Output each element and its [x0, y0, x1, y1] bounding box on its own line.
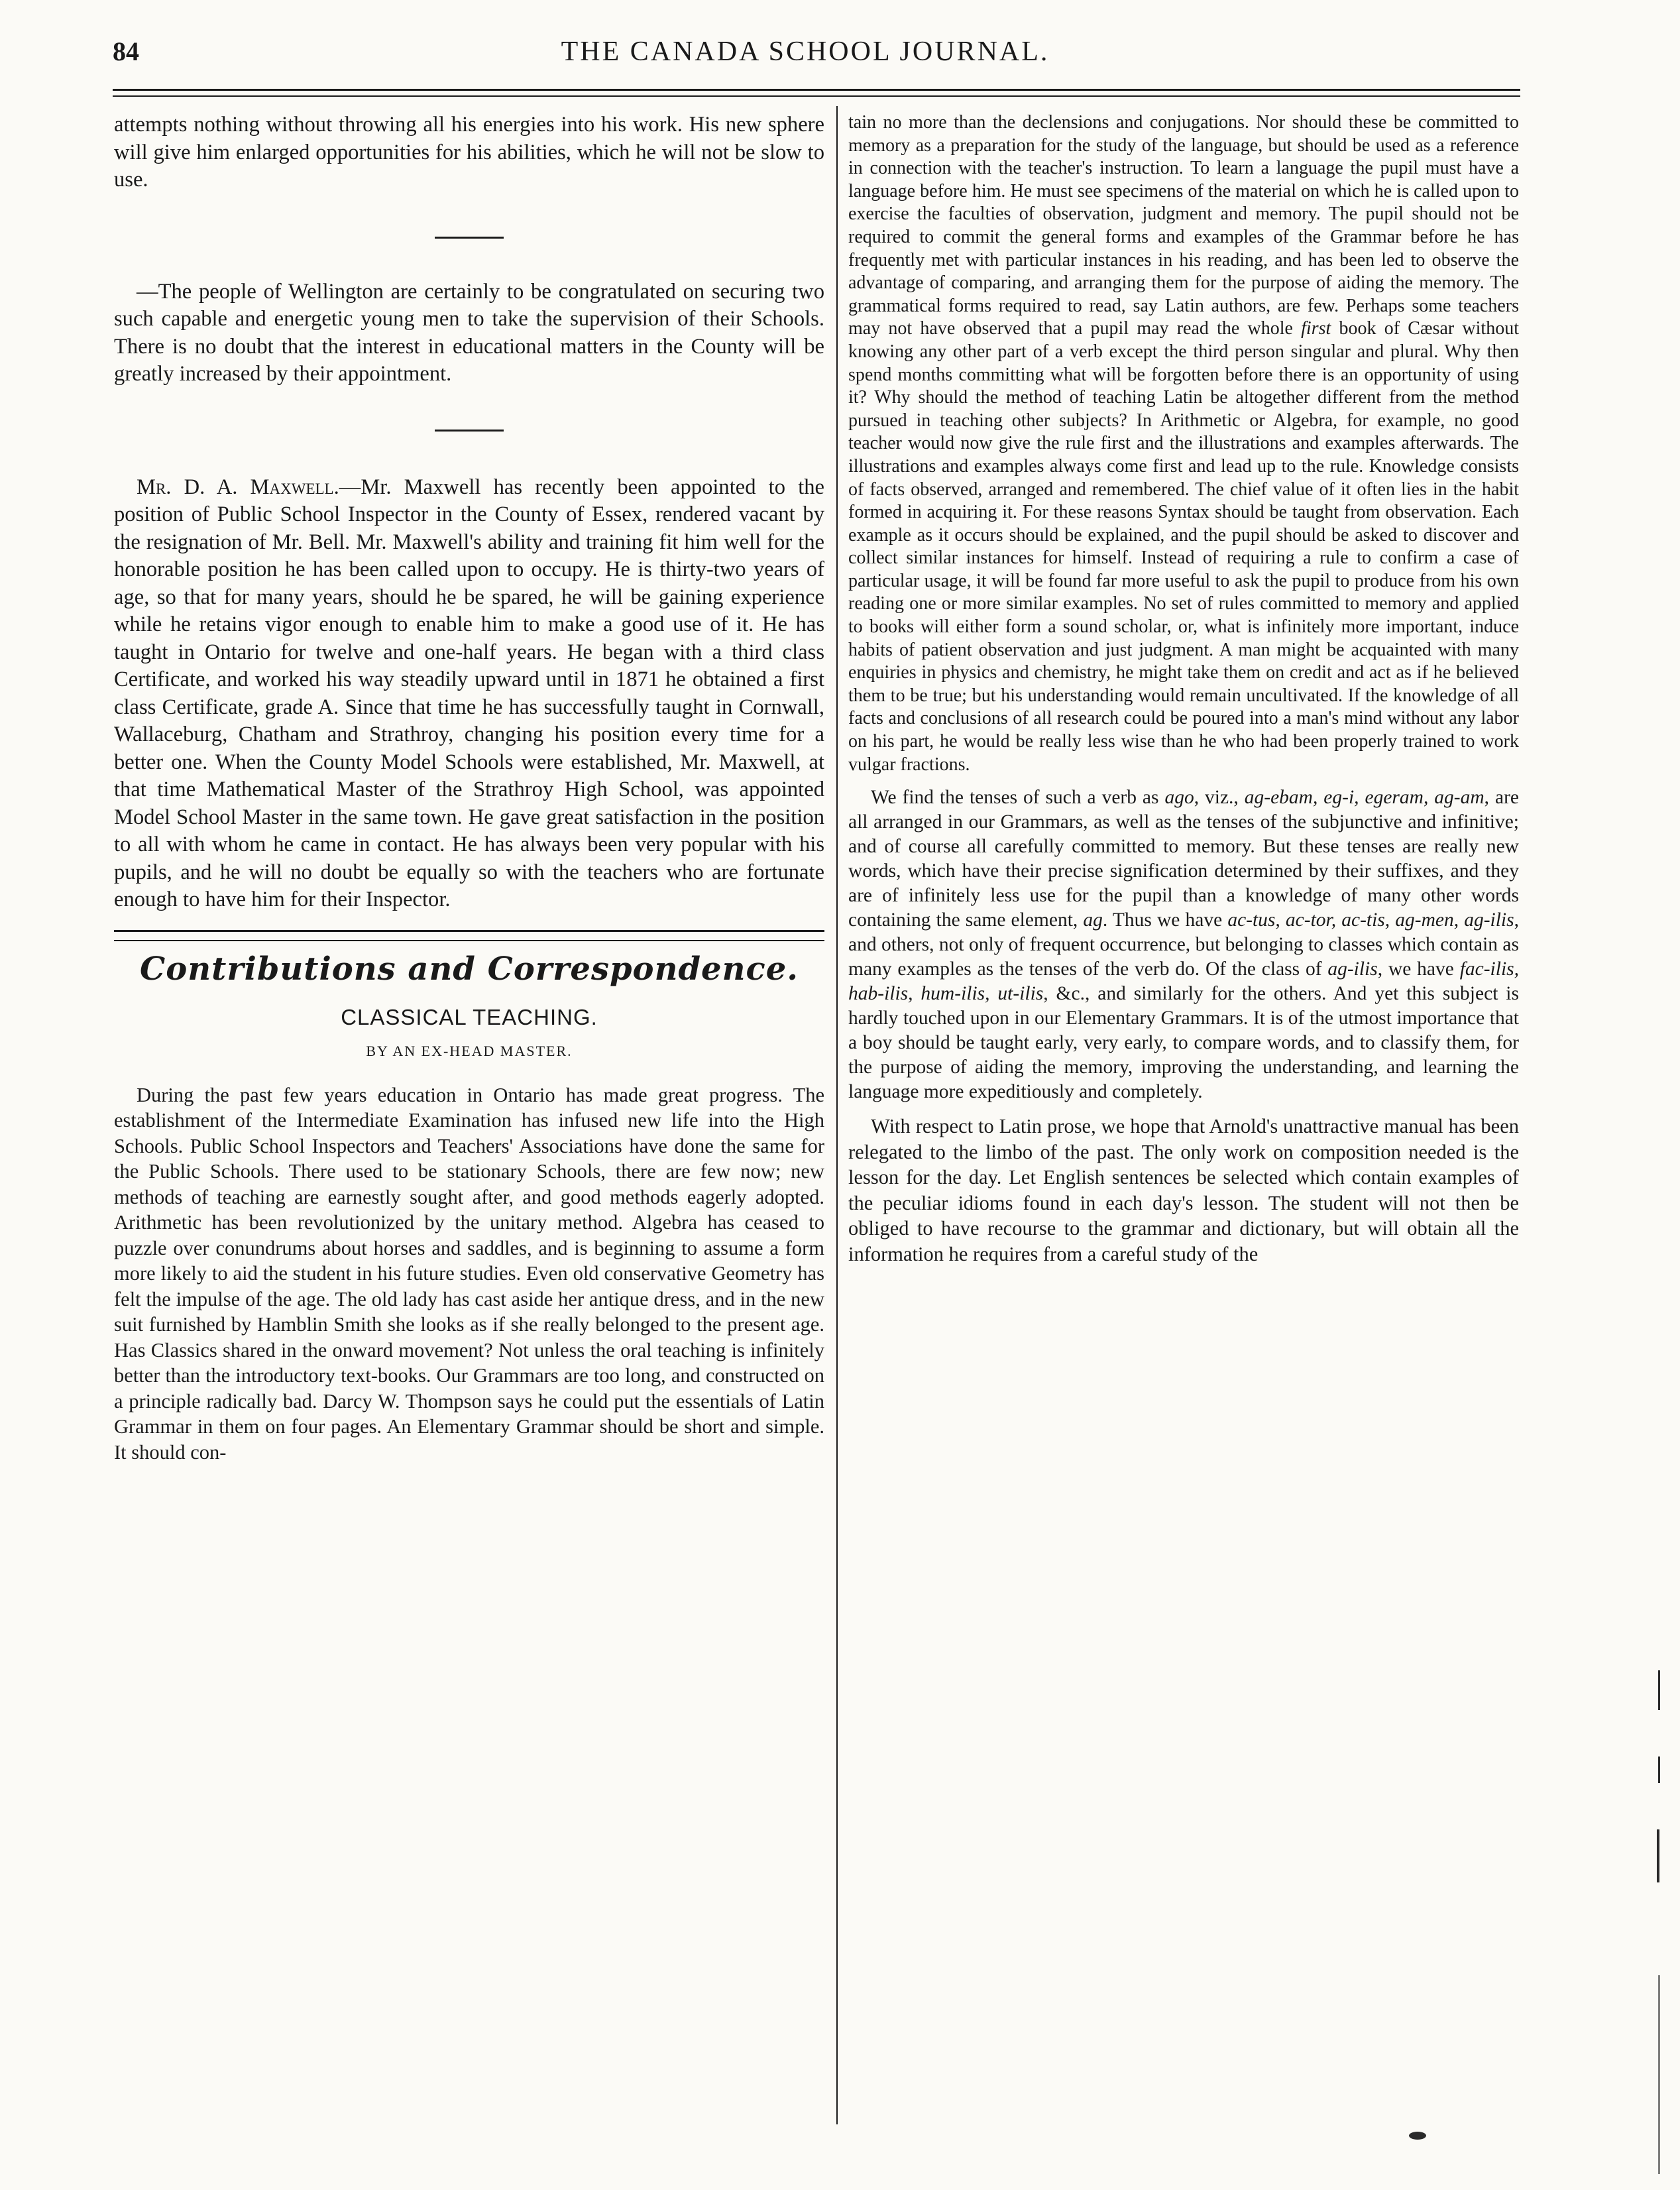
text-run: We find the tenses of such a verb as [871, 787, 1165, 809]
latin-forms: ag-ebam, eg-i, egeram, ag-am [1244, 787, 1484, 809]
margin-mark [1658, 1975, 1660, 2174]
page-number: 84 [113, 36, 139, 66]
latin-word: ago [1164, 787, 1194, 809]
left-column [114, 111, 824, 2140]
text-run: , &c., and similarly for the others. And yet this subject is hardly touched upon in our Elementary Grammars. It is of the utmost importance that a boy should be taught early, very early, to compare words, and to classify them, for the purpose of aiding the memory, improving the understanding, and learning the language more expeditiously and completely. [848, 983, 1519, 1103]
ink-blot [1409, 2132, 1426, 2140]
section-double-rule [114, 930, 824, 941]
header-rule-bottom [113, 95, 1520, 97]
italic-word: first [1301, 318, 1331, 339]
margin-mark [1657, 1829, 1659, 1882]
wellington-paragraph: —The people of Wellington are certainly to be congratulated on securing two such capable and energetic young men to take the supervision of their Schools. There is no doubt that the interest in educational matters in the County will be greatly increased by their appointment. [114, 279, 824, 386]
margin-mark [1658, 1670, 1660, 1710]
article-paragraph-continued [848, 111, 1519, 776]
text-run: , and others, not only of frequent occurrence, but belonging to classes which contain as many examples as the tenses of the verb do. Of the class of [848, 909, 1519, 980]
article-paragraph: During the past few years education in Ontario has made great progress. The establishment of the Intermediate Examination has infused new life into the High Schools. Public School Inspectors and Teachers' Associations have done the same for the Public Schools. There used to be stationary Schools, there are few now; new methods of teaching are earnestly sought after, and good methods eagerly adopted. Arithmetic has been revolutionized by the unitary method. Algebra has ceased to puzzle over conundrums about horses and saddles, and is beginning to assume a form more likely to aid the student in his future studies. Even old conservative Geometry has felt the impulse of the age. The old lady has cast aside her antique dress, and in the new suit furnished by Hamblin Smith she looks as if she really belonged to the present age. Has Classics shared in the onward movement? Not unless the oral teaching is infinitely better than the introductory text-books. Our Grammars are too long, and constructed on a principle radically bad. Darcy W. Thompson says he could put the essentials of Latin Grammar in them on four pages. An Elementary Grammar should be short and simple. It should con- [114, 1083, 824, 1464]
column-divider [836, 106, 838, 2124]
latin-forms: ac-tus, ac-tor, ac-tis, ag-men, ag-ilis [1227, 909, 1514, 931]
margin-mark [1658, 1757, 1660, 1783]
text-run: , we have [1377, 958, 1460, 980]
latin-word: ag-ilis [1327, 958, 1378, 980]
maxwell-text: —Mr. Maxwell has recently been appointed to the position of Public School Inspector in the County of Essex, rendered vacant by the resignation of Mr. Bell. Mr. Maxwell's ability and training fit him well for the honorable position he has been called upon to occupy. He is thirty-two years of age, so that for many years, should he be spared, he will be gaining experience while he retains vigor enough to enable him to make a good use of it. He has taught in Ontario for twelve and one-half years. He began with a third class Certificate, and worked his way steadily upward until in 1871 he obtained a first class Certificate, grade A. Since that time he has successfully taught in Cornwall, Wallaceburg, Chatham and Strathroy, changing his position every time for a better one. When the County Model Schools were established, Mr. Maxwell, at that time Mathematical Master of the Strathroy High School, was appointed Model School Master in the same town. He gave great satisfaction in the position to all with whom he came in contact. He has always been very popular with his pupils, and he will no doubt be equally so with the teachers who are fortunate enough to have him for their Inspector. [114, 475, 824, 911]
article-title: CLASSICAL TEACHING. [341, 1004, 598, 1029]
article-byline: BY AN EX-HEAD MASTER. [366, 1043, 573, 1059]
text-run: . Thus we have [1102, 909, 1228, 931]
left-paragraph-continuation: attempts nothing without throwing all his energies into his work. His new sphere will give him enlarged opportunities for his abilities, which he will not be slow to use. [114, 113, 824, 192]
latin-word: ag [1083, 909, 1103, 931]
text-run: , are all arranged in our Grammars, as well as the tenses of the subjunctive and infinitive; and of course all carefully committed to memory. But these tenses are really new words, which have their precise signification determined by their suffixes, and they are of infinitely less use for the pupil than a knowledge of many other words containing the same element, [848, 787, 1519, 931]
maxwell-name: Mr. D. A. Maxwell. [137, 475, 339, 499]
page-header [113, 32, 1498, 72]
text-run: tain no more than the declensions and conjugations. Nor should these be committed to memory as a preparation for the study of the language, but should be used as a reference in connection with the teacher's instruction. To learn a language the pupil must have a language before him. He must see specimens of the material on which he is called upon to exercise the faculties of observation, judgment and memory. The pupil should not be required to commit the general forms and examples of the Grammar before he has frequently met with particular instances in his reading, and has been led to observe the advantage of comparing, and arranging them for the purpose of aiding the memory. The grammatical forms required to read, say Latin authors, are few. Perhaps some teachers may not have observed that a pupil may read the whole [848, 112, 1519, 339]
maxwell-paragraph [114, 474, 824, 914]
right-column [848, 111, 1519, 2140]
text-run: book of Cæsar without knowing any other part of a verb except the third person singular and plural. Why then spend months committing what will be forgotten before there is an opportunity of using it? Why should the method of teaching Latin be altogether different from the method pursued in teaching other subjects? In Arithmetic or Algebra, for example, no good teacher would now give the rule first and the illustrations and examples afterwards. The illustrations and examples always come first and lead up to the rule. Knowledge consists of facts observed, arranged and remembered. The chief value of it often lies in the habit formed in acquiring it. For these reasons Syntax should be taught from observation. Each example as it occurs should be explained, and the pupil should be asked to discover and collect similar instances for himself. Instead of requiring a rule to confirm a case of particular usage, it will be found far more useful to ask the pupil to produce from his own reading one or more similar examples. No set of rules committed to memory and applied to books will either form a sound scholar, or, what is infinitely more important, induce habits of patient observation and just judgment. A man might be acquainted with many enquiries in physics and chemistry, he might take them on credit and act as if he believed them to be true; but his understanding would remain uncultivated. If the knowledge of all facts and conclusions of all research could be poured into a man's mind without any labor on his part, he would be really less wise than he who had been properly trained to work vulgar fractions. [848, 318, 1519, 775]
tenses-paragraph [848, 785, 1519, 1104]
latin-forms: fac-ilis, hab-ilis, hum-ilis, ut-ilis [848, 958, 1519, 1005]
text-run: , viz., [1194, 787, 1245, 809]
latin-prose-paragraph: With respect to Latin prose, we hope that Arnold's unattractive manual has been relegated to the limbo of the past. The only work on composition needed is the lesson for the day. Let English sentences be selected which contain examples of the peculiar idioms found in each day's lesson. The student will not then be obliged to have recourse to the grammar and dictionary, but will obtain all the information he requires from a careful study of the [848, 1115, 1519, 1265]
section-heading: Contributions and Correspondence. [140, 950, 799, 988]
header-rule-top [113, 89, 1520, 91]
journal-title: THE CANADA SCHOOL JOURNAL. [561, 36, 1050, 67]
